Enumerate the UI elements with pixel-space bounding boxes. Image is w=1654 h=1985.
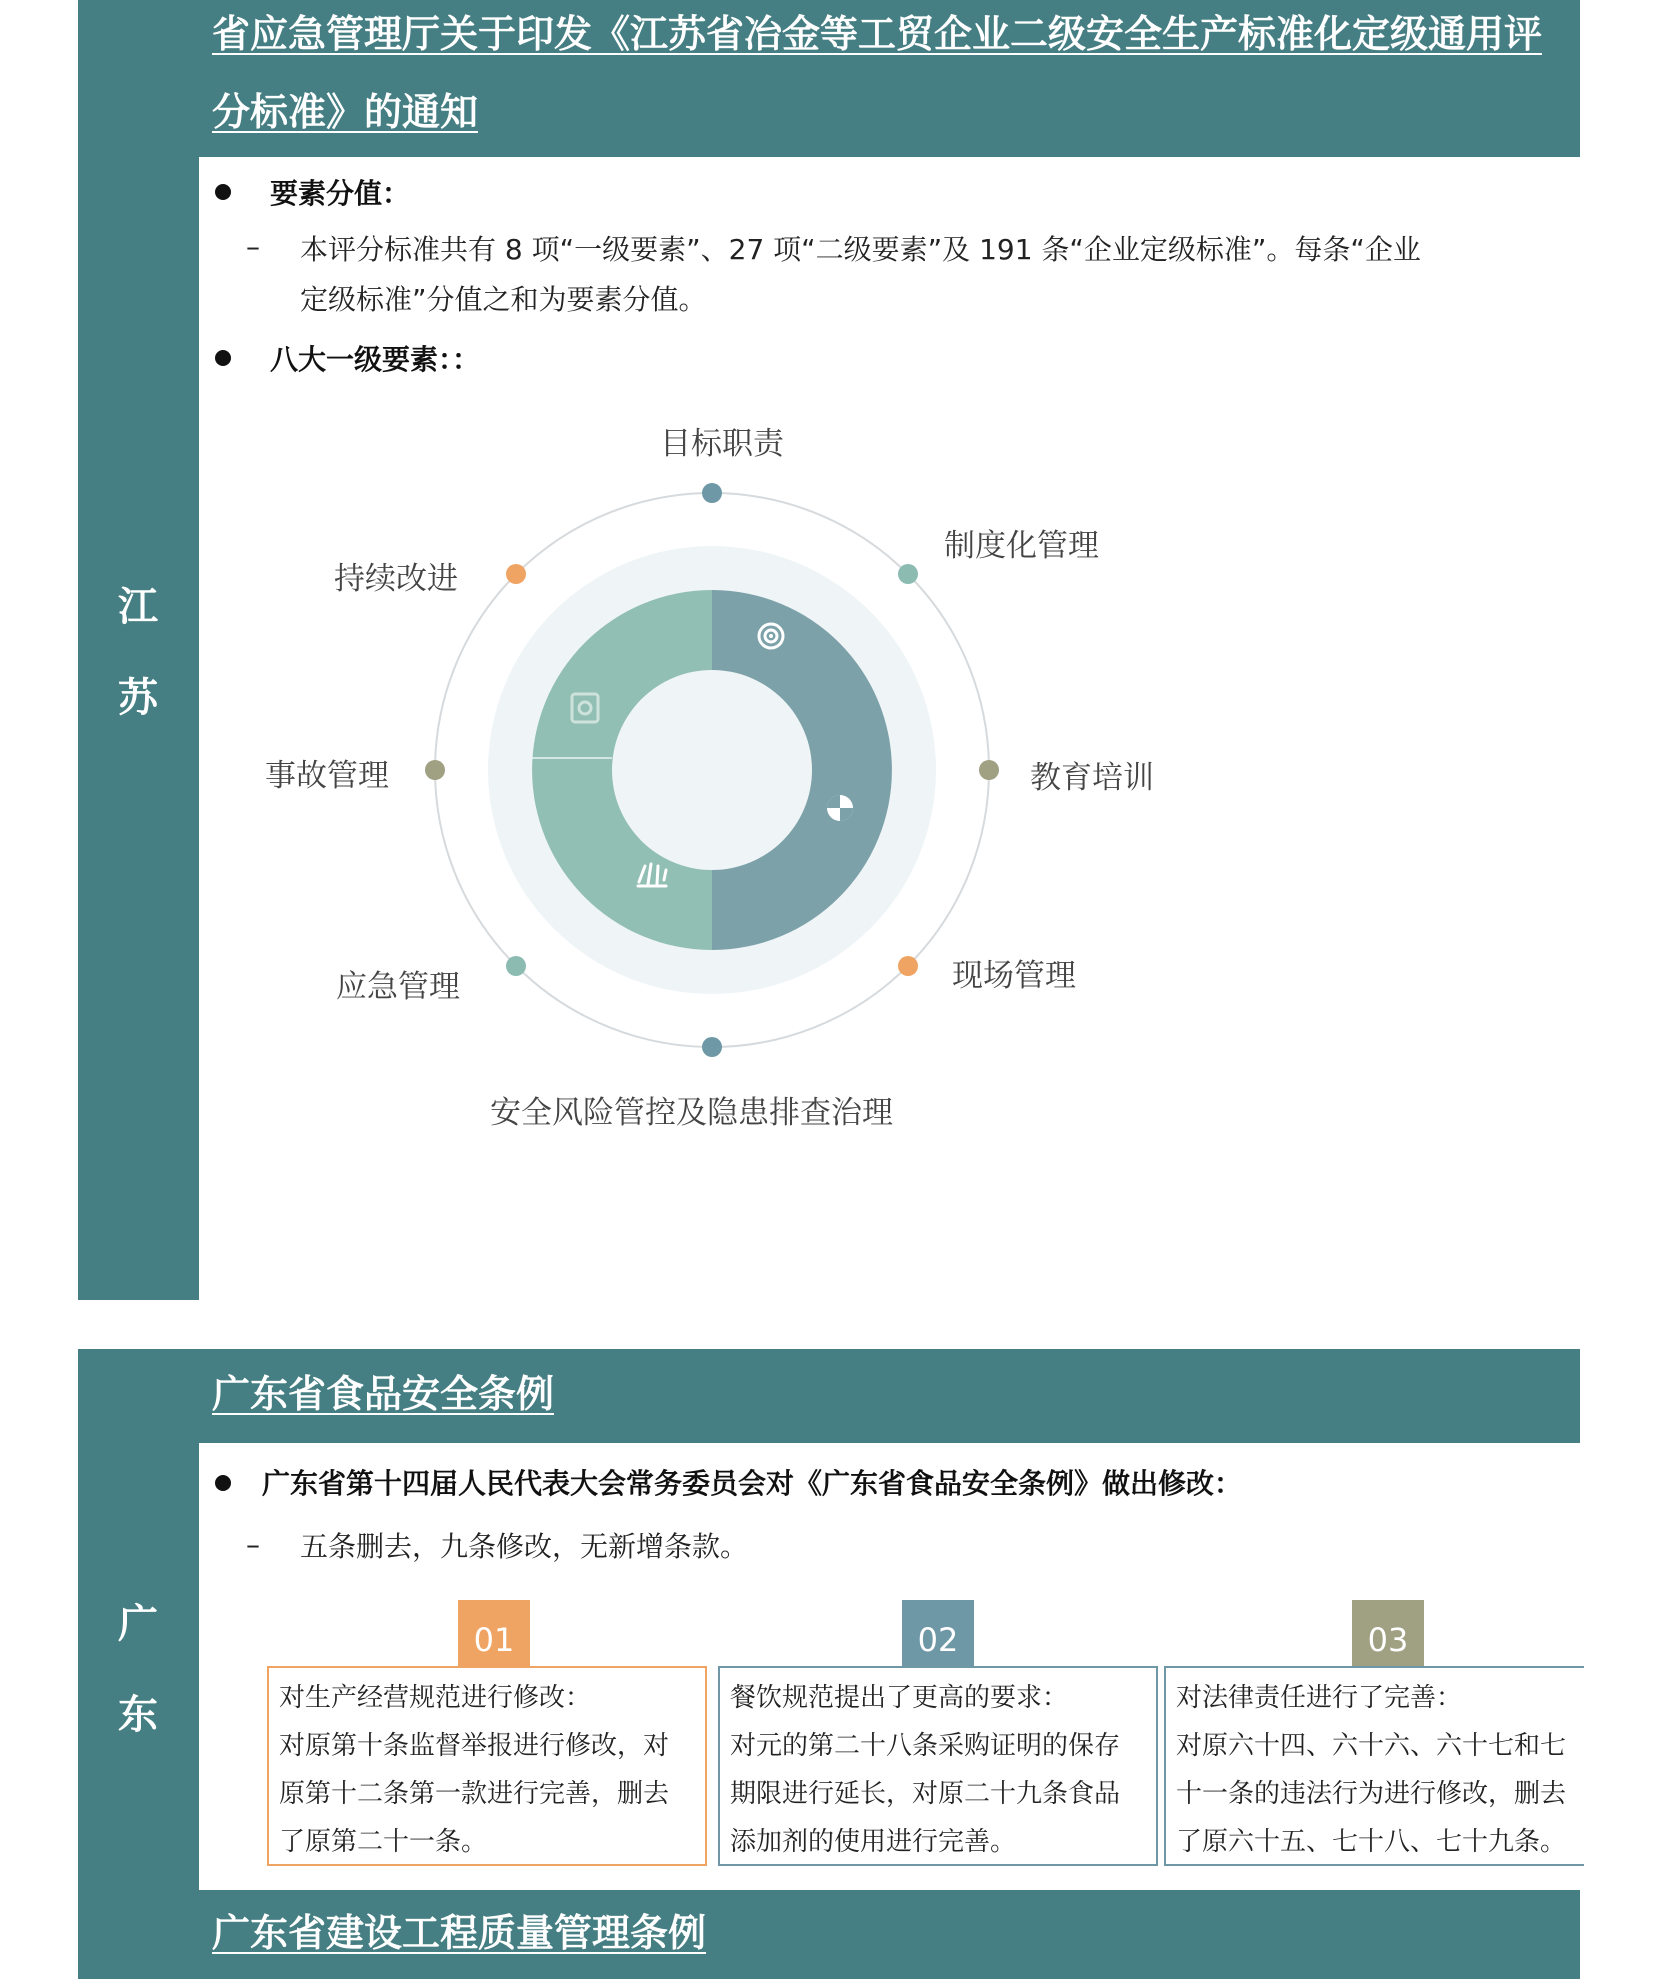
element-label-emergency-management: 应急管理 [336,969,460,1005]
card-legal-liability: 对法律责任进行了完善： 对原六十四、六十六、六十七和七 十一条的违法行为进行修改，删去 了原六十五、七十八、七十九条。 [1164,1666,1584,1866]
element-label-accident-management: 事故管理 [265,758,389,794]
element-label-institutional-management: 制度化管理 [944,528,1099,564]
element-label-site-management: 现场管理 [952,958,1076,994]
element-dot-accident [425,760,445,780]
guangdong-region-label: 广 东 [118,1601,158,1738]
dash-marker: – [246,230,260,263]
jiangsu-heading-line1[interactable]: 省应急管理厅关于印发《江苏省冶金等工贸企业二级安全生产标准化定级通用评 [212,12,1543,56]
bullet-dot [215,1475,231,1491]
bullet-title-eight-elements: 八大一级要素：： [270,343,481,376]
element-dot-site [898,956,918,976]
element-dot-emergency [506,956,526,976]
guangdong-construction-quality-heading[interactable]: 广东省建设工程质量管理条例 [212,1911,707,1955]
bullet-title-element-score: 要素分值： [270,177,411,210]
guangdong-change-summary: 五条删去，九条修改，无新增条款。 [300,1530,749,1563]
card-production-operation: 对生产经营规范进行修改： 对原第十条监督举报进行修改，对 原第十二条第一款进行完善，删去 了原第二十一条。 [267,1666,707,1866]
jiangsu-region-label: 江 苏 [118,584,158,721]
element-label-risk-control: 安全风险管控及隐患排查治理 [490,1095,893,1131]
guangdong-bullet-title: 广东省第十四届人民代表大会常务委员会对《广东省食品安全条例》做出修改： [262,1467,1243,1500]
jiangsu-heading-line2[interactable]: 分标准》的通知 [212,90,479,134]
card-catering: 餐饮规范提出了更高的要求： 对元的第二十八条采购证明的保存 期限进行延长，对原二十九条食品 添加剂的使用进行完善。 [718,1666,1158,1866]
card-number-02: 02 [902,1600,974,1666]
element-dot-education [979,760,999,780]
element-label-education-training: 教育培训 [1030,760,1154,796]
element-dot-institution [898,564,918,584]
dash-marker: – [246,1528,260,1561]
element-label-continuous-improvement: 持续改进 [334,561,458,597]
element-label-goal-responsibility: 目标职责 [660,426,784,462]
element-score-description: 本评分标准共有 8 项“一级要素”、27 项“二级要素”及 191 条“企业定级标准”。每条“企业 定级标准”分值之和为要素分值。 [300,233,1421,316]
element-dot-risk [702,1037,722,1057]
element-dot-goal [702,483,722,503]
helmet-icon [827,795,853,821]
card-number-01: 01 [458,1600,530,1666]
guangdong-food-safety-heading[interactable]: 广东省食品安全条例 [212,1372,555,1416]
card-number-03: 03 [1352,1600,1424,1666]
